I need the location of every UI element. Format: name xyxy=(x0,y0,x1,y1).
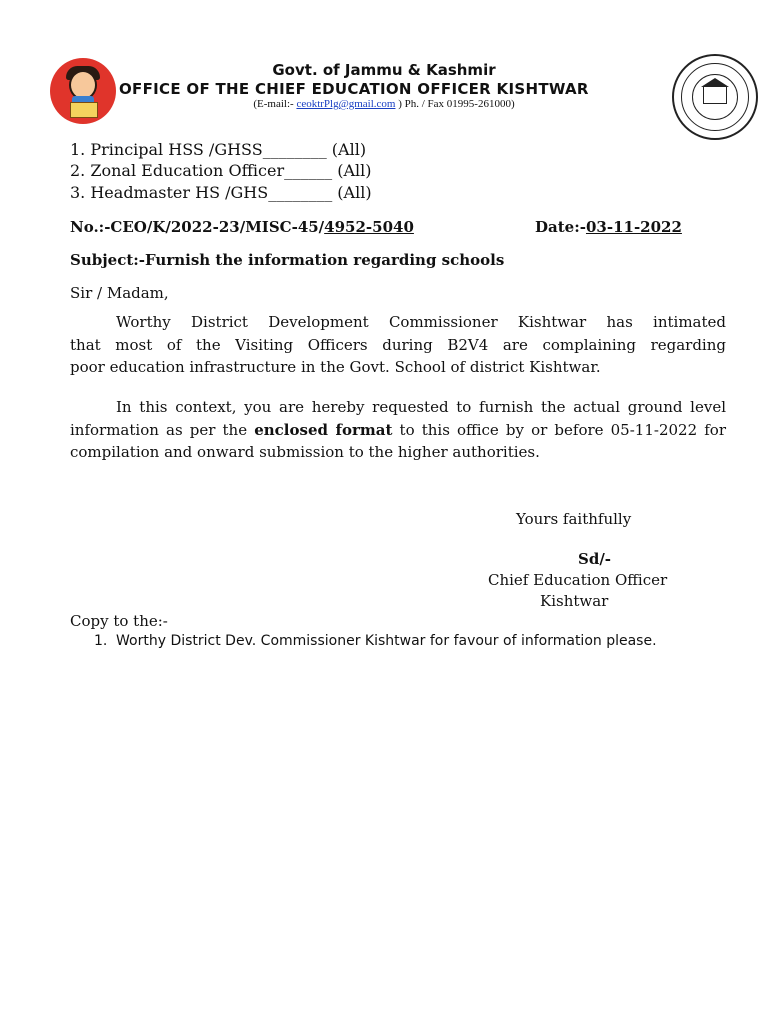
copy-item-number: 1. xyxy=(94,633,108,649)
addressee-2: 2. Zonal Education Officer______ (All) xyxy=(70,161,372,180)
email-link[interactable]: ceoktrPlg@gmail.com xyxy=(296,98,396,110)
paragraph1-line1: Worthy District Development Commissioner Kishtwar has intimated xyxy=(116,313,726,331)
date-prefix: Date:- xyxy=(535,218,586,236)
salutation: Sir / Madam, xyxy=(70,284,169,302)
signatory-designation: Chief Education Officer xyxy=(488,571,668,589)
contact-suffix: ) Ph. / Fax 01995-261000) xyxy=(395,98,515,110)
ref-number: 4952-5040 xyxy=(324,218,414,236)
office-heading: OFFICE OF THE CHIEF EDUCATION OFFICER KISHTWAR xyxy=(119,80,589,98)
contact-line xyxy=(0,98,768,110)
paragraph1-line3: poor education infrastructure in the Govt. School of district Kishtwar. xyxy=(70,358,601,376)
reference-date xyxy=(535,218,682,236)
para2-bold: enclosed format xyxy=(254,420,393,439)
contact-prefix: (E-mail:- xyxy=(253,98,297,110)
govt-heading: Govt. of Jammu & Kashmir xyxy=(272,61,496,79)
subject-line: Subject:-Furnish the information regarding schools xyxy=(70,251,505,269)
para2-text-a: In this context, you are hereby requested to furnish the actual ground level information as per the xyxy=(70,398,726,439)
date-value: 03-11-2022 xyxy=(585,218,682,236)
ref-prefix: No.:-CEO/K/2022-23/MISC-45/ xyxy=(70,218,325,236)
reference-number xyxy=(70,218,414,236)
copy-item-text: Worthy District Dev. Commissioner Kishtwar for favour of information please. xyxy=(116,633,657,649)
paragraph2 xyxy=(70,396,726,464)
signature-sd: Sd/- xyxy=(578,550,612,568)
closing: Yours faithfully xyxy=(516,510,632,528)
addressee-1: 1. Principal HSS /GHSS________ (All) xyxy=(70,140,367,159)
paragraph1-line2: that most of the Visiting Officers during B2V4 are complaining regarding xyxy=(70,336,726,354)
copy-to-heading: Copy to the:- xyxy=(70,612,168,630)
addressee-3: 3. Headmaster HS /GHS________ (All) xyxy=(70,183,372,202)
para2-text-b: to this office by or before 05-11-2022 for compilation and onward submission to the higher authorities. xyxy=(70,420,726,461)
signatory-place: Kishtwar xyxy=(540,592,609,610)
